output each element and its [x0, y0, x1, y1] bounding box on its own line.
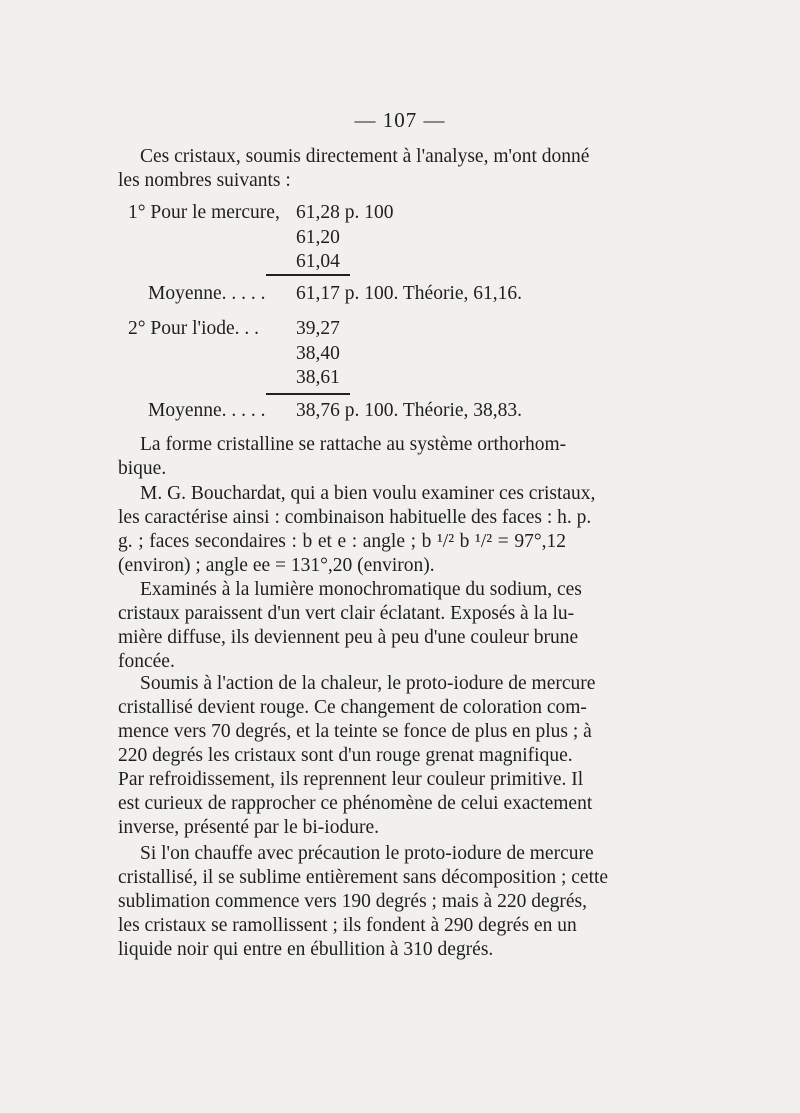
iodine-mean-value: 38,76 p. 100. Théorie, 38,83.: [296, 400, 523, 421]
sum-rule: [266, 393, 350, 395]
text-line: Par refroidissement, ils reprennent leur couleur primitive. Il: [118, 769, 584, 790]
text-line: les caractérise ainsi : combinaison habituelle des faces : h. p.: [118, 507, 592, 528]
text-line: foncée.: [118, 651, 175, 672]
iodine-value: 39,27: [296, 318, 340, 339]
text-line: (environ) ; angle ee = 131°,20 (environ).: [118, 555, 435, 576]
mercury-value: 61,28 p. 100: [296, 202, 394, 223]
text-line: La forme cristalline se rattache au système orthorhom-: [140, 434, 567, 455]
paragraph-bouchardat: [118, 482, 596, 578]
text-line: cristallisé, il se sublime entièrement sans décomposition ; cette: [118, 867, 609, 888]
iodine-value: 38,61: [296, 367, 340, 388]
text-line: mière diffuse, ils deviennent peu à peu d'une couleur brune: [118, 627, 579, 648]
text-line: bique.: [118, 458, 167, 479]
text-line: g. ; faces secondaires : b et e : angle ; b ¹/² b ¹/² = 97°,12: [118, 531, 566, 552]
mercury-value: 61,04: [296, 251, 340, 272]
text-line: cristallisé devient rouge. Ce changement de coloration com-: [118, 697, 587, 718]
paragraph-sodium-light: [118, 578, 582, 674]
text-line: Ces cristaux, soumis directement à l'analyse, m'ont donné: [140, 146, 590, 167]
iodine-value: 38,40: [296, 343, 340, 364]
mercury-label: 1° Pour le mercure,: [128, 202, 280, 223]
text-line: cristaux paraissent d'un vert clair éclatant. Exposés à la lu-: [118, 603, 575, 624]
mercury-value: 61,20: [296, 227, 340, 248]
text-line: les cristaux se ramollissent ; ils fondent à 290 degrés en un: [118, 915, 577, 936]
intro-paragraph: [118, 145, 590, 193]
text-line: les nombres suivants :: [118, 170, 291, 191]
text-line: mence vers 70 degrés, et la teinte se fonce de plus en plus ; à: [118, 721, 592, 742]
text-line: 220 degrés les cristaux sont d'un rouge grenat magnifique.: [118, 745, 573, 766]
text-line: inverse, présenté par le bi-iodure.: [118, 817, 379, 838]
paragraph-crystal-form: [118, 433, 566, 481]
iodine-label: 2° Pour l'iode. . .: [128, 318, 260, 339]
text-line: Soumis à l'action de la chaleur, le proto-iodure de mercure: [140, 673, 596, 694]
iodine-mean-label: Moyenne. . . . .: [148, 400, 266, 421]
text-line: sublimation commence vers 190 degrés ; mais à 220 degrés,: [118, 891, 587, 912]
text-line: Examinés à la lumière monochromatique du sodium, ces: [140, 579, 582, 600]
paragraph-heat-action: [118, 672, 596, 840]
mercury-mean-label: Moyenne. . . . .: [148, 283, 266, 304]
text-line: liquide noir qui entre en ébullition à 310 degrés.: [118, 939, 494, 960]
text-line: est curieux de rapprocher ce phénomène de celui exactement: [118, 793, 593, 814]
text-line: Si l'on chauffe avec précaution le proto-iodure de mercure: [140, 843, 594, 864]
text-line: M. G. Bouchardat, qui a bien voulu examiner ces cristaux,: [140, 483, 596, 504]
paragraph-sublimation: [118, 842, 609, 962]
page-number: — 107 —: [354, 108, 446, 132]
sum-rule: [266, 274, 350, 276]
mercury-mean-value: 61,17 p. 100. Théorie, 61,16.: [296, 283, 523, 304]
